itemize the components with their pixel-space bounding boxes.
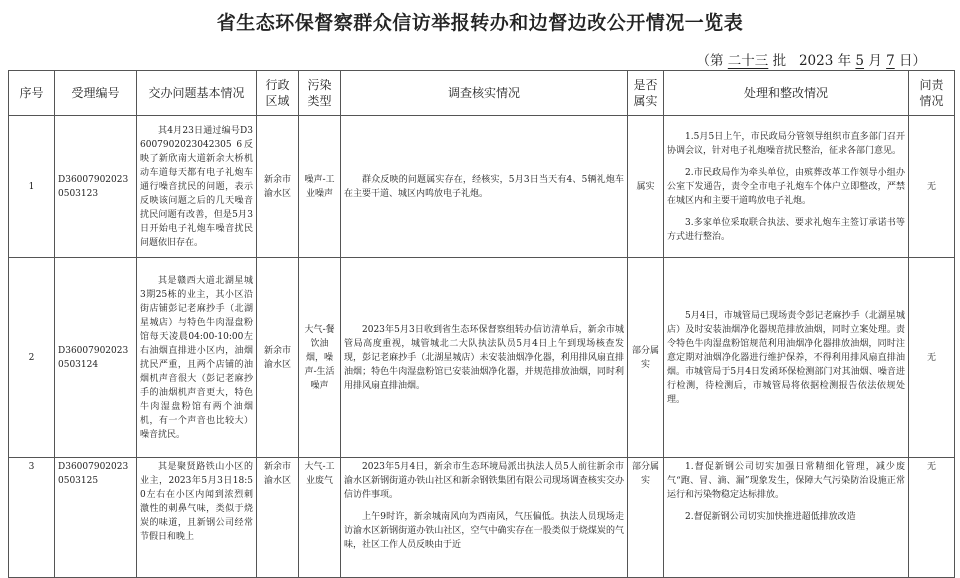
row-code: D360079020230503125 bbox=[55, 458, 137, 578]
row-verified: 部分属实 bbox=[628, 258, 664, 458]
investigation-paragraph: 2023年5月4日，新余市生态环境局派出执法人员5人前往新余市渝水区新钢街道办铁山社区和新余钢铁集团有限公司现场调查核实交办信访件事项。 bbox=[344, 462, 624, 500]
batch-day-char: 日） bbox=[899, 53, 926, 69]
batch-month: 5 bbox=[855, 53, 865, 69]
handling-item: 5月4日，市城管局已现场责令彭记老麻抄手（北湖星城店）及时安装油烟净化器规范排放油烟，同时立案处理。责令特色牛肉湿盘粉馆规范利用油烟净化器排放油烟，同时注意定期对油烟净化器进行维护保养，不得利用排风扇直排油烟。市城管局于5月4日发函环保检测部门对其油烟、噪音进行检测，待检测后，市城管局将依据检测报告依法依规处理。 bbox=[667, 310, 905, 405]
batch-month-char: 月 bbox=[868, 53, 882, 69]
row-verified: 属实 bbox=[628, 116, 664, 258]
row-no: 3 bbox=[9, 458, 55, 578]
col-header-no: 序号 bbox=[9, 71, 55, 116]
row-problem: 其是聚贤路铁山小区的业主，2023年5月3日18:50左右在小区内闻到浓烈刺激性的刺鼻气味，类似于烧炭的味道，且新钢公司经常节假日和晚上 bbox=[137, 458, 257, 578]
batch-prefix: （第 bbox=[696, 53, 724, 69]
row-code: D360079020230503123 bbox=[55, 116, 137, 258]
table-row bbox=[9, 458, 955, 578]
row-investigation: 2023年5月3日收到省生态环保督察组转办信访清单后，新余市城管局高度重视，城管城北二大队执法队员5月4日上午到现场核查发现，彭记老麻抄手（北湖星城店）未安装油烟净化器，利用排风扇直排油烟；特色牛肉湿盘粉馆已安装油烟净化器，并规范排放油烟，同时利用排风扇直排油烟。 bbox=[341, 258, 628, 458]
row-investigation: 群众反映的问题属实存在，经核实，5月3日当天有4、5辆礼炮车在主要干道、城区内鸣放电子礼炮。 bbox=[341, 116, 628, 258]
batch-number: 二十三 bbox=[727, 53, 769, 69]
document-title: 省生态环保督察群众信访举报转办和边督边改公开情况一览表 bbox=[216, 12, 744, 34]
col-header-code: 受理编号 bbox=[55, 71, 137, 116]
batch-info bbox=[697, 49, 927, 69]
col-header-type: 污染 类型 bbox=[299, 71, 341, 116]
batch-day: 7 bbox=[886, 53, 895, 69]
row-region: 新余市渝水区 bbox=[257, 458, 299, 578]
row-problem: 其4月23日通过编号D36007902023042305 6反映了新欣南大道新余大桥机动车道每天都有电子礼炮车通行噪音扰民的问题，表示反映该问题之后的几天噪音扰民问题有改善，但是5月3日开始电子礼炮车噪音扰民问题依旧存在。 bbox=[137, 116, 257, 258]
row-handling bbox=[664, 116, 909, 258]
col-header-accountability: 问责 情况 bbox=[909, 71, 955, 116]
col-header-problem: 交办问题基本情况 bbox=[137, 71, 257, 116]
handling-item: 1.5月5日上午，市民政局分管领导组织市直多部门召开协调会议，针对电子礼炮噪音扰民整治，征求各部门意见。 bbox=[667, 131, 905, 156]
col-header-investigation: 调查核实情况 bbox=[341, 71, 628, 116]
row-problem: 其是赣西大道北湖星城3期25栋的业主，其小区沿街店铺彭记老麻抄手（北湖星城店）与特色牛肉湿盘粉馆每天凌晨04:00-10:00左右油烟直排进小区内，油烟扰民严重，且两个店铺的油烟机声音很大（彭记老麻抄手的油烟机声音更大，特色牛肉湿盘粉馆有两个油烟机，有一个声音也比较大）噪音扰民。 bbox=[137, 258, 257, 458]
batch-year-char: 年 bbox=[837, 53, 852, 69]
row-region: 新余市渝水区 bbox=[257, 258, 299, 458]
table-row bbox=[9, 258, 955, 458]
row-handling bbox=[664, 458, 909, 578]
handling-item: 2.督促新钢公司切实加快推进超低排放改造 bbox=[685, 512, 856, 522]
row-accountability: 无 bbox=[909, 458, 955, 578]
row-type: 噪声-工业噪声 bbox=[299, 116, 341, 258]
table-header-row bbox=[9, 71, 955, 116]
col-header-verified: 是否 属实 bbox=[628, 71, 664, 116]
row-code: D360079020230503124 bbox=[55, 258, 137, 458]
col-header-region: 行政 区域 bbox=[257, 71, 299, 116]
petition-table bbox=[8, 70, 955, 578]
row-handling bbox=[664, 258, 909, 458]
row-region: 新余市渝水区 bbox=[257, 116, 299, 258]
row-no: 2 bbox=[9, 258, 55, 458]
row-no: 1 bbox=[9, 116, 55, 258]
row-type: 大气-工业废气 bbox=[299, 458, 341, 578]
row-type: 大气-餐饮油烟，噪声-生活噪声 bbox=[299, 258, 341, 458]
handling-item: 3.多家单位采取联合执法、要求礼炮车主签订承诺书等方式进行整治。 bbox=[667, 217, 905, 242]
table-row bbox=[9, 116, 955, 258]
row-investigation bbox=[341, 458, 628, 578]
col-header-handling: 处理和整改情况 bbox=[664, 71, 909, 116]
row-verified: 部分属实 bbox=[628, 458, 664, 578]
batch-word: 批 bbox=[772, 53, 787, 69]
handling-item: 2.市民政局作为牵头单位，由殡葬改革工作领导小组办公室下发通告，责令全市电子礼炮车个体户立即整改，严禁在城区内和主要干道鸣放电子礼炮。 bbox=[667, 167, 905, 206]
handling-item: 1.督促新钢公司切实加强日常精细化管理，减少废气“跑、冒、滴、漏”现象发生，保障大气污染防治设施正常运行和污染物稳定达标排放。 bbox=[667, 462, 905, 500]
row-accountability: 无 bbox=[909, 258, 955, 458]
row-accountability: 无 bbox=[909, 116, 955, 258]
batch-year: 2023 bbox=[798, 53, 834, 69]
investigation-paragraph: 上午9时许，新余城南风向为西南风，气压偏低。执法人员现场走访渝水区新钢街道办铁山社区，空气中确实存在一股类似于烧煤炭的气味，社区工作人员反映由于近 bbox=[344, 512, 624, 550]
